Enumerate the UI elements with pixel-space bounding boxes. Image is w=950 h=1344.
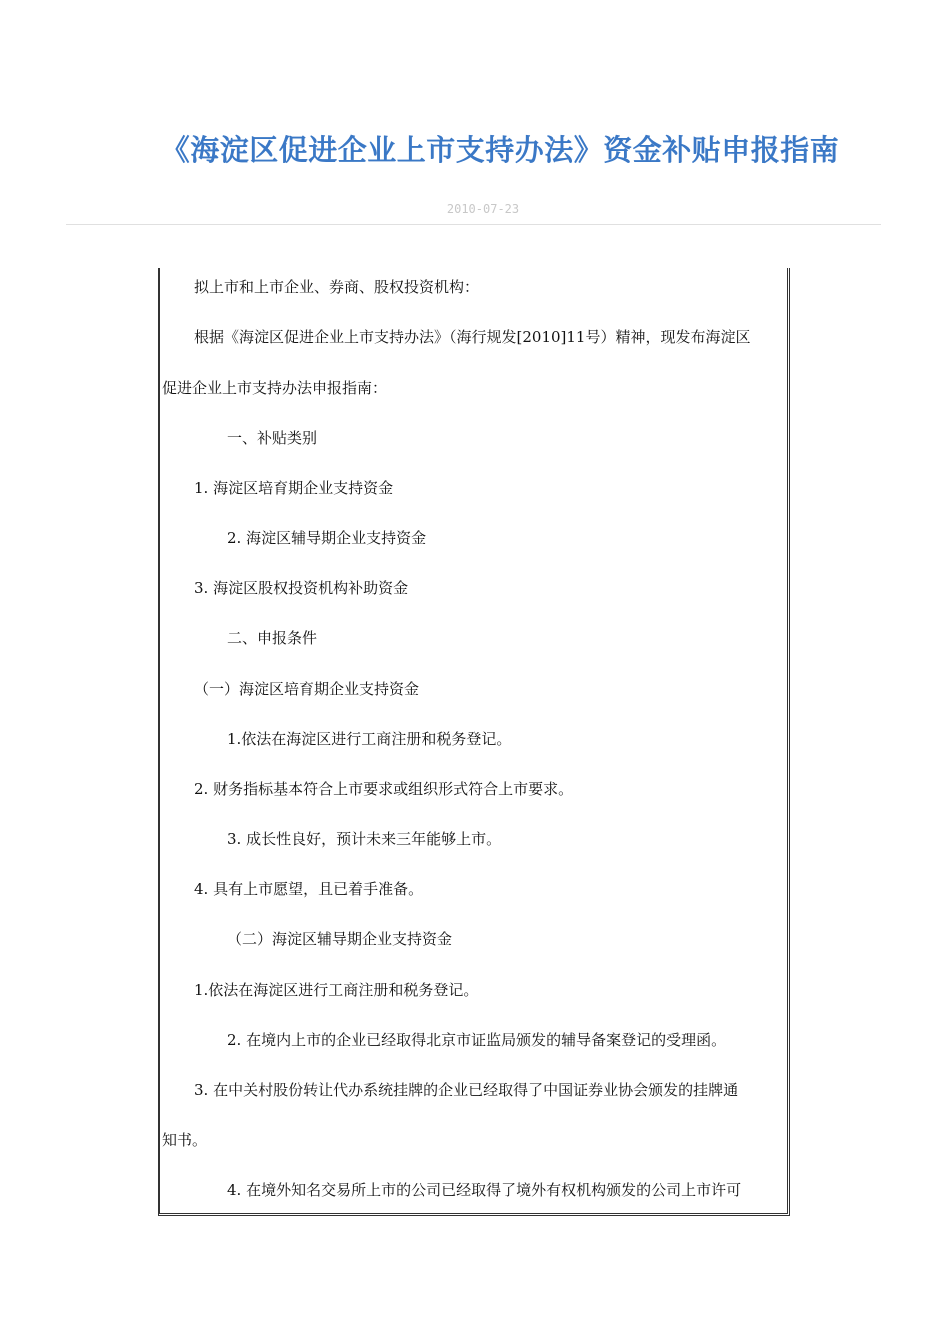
list-item: 2. 海淀区辅导期企业支持资金 (227, 529, 427, 547)
subsection-heading: （二）海淀区辅导期企业支持资金 (227, 930, 453, 948)
list-item: 2. 财务指标基本符合上市要求或组织形式符合上市要求。 (194, 780, 574, 798)
list-item: 3. 成长性良好，预计未来三年能够上市。 (227, 830, 502, 848)
paragraph-line: 知书。 (162, 1131, 208, 1149)
list-item: 4. 在境外知名交易所上市的公司已经取得了境外有权机构颁发的公司上市许可 (227, 1181, 742, 1199)
list-item: 1.依法在海淀区进行工商注册和税务登记。 (227, 730, 512, 748)
section-heading: 一、补贴类别 (227, 429, 318, 447)
paragraph-line: 拟上市和上市企业、券商、股权投资机构： (194, 278, 480, 296)
list-item: 2. 在境内上市的企业已经取得北京市证监局颁发的辅导备案登记的受理函。 (227, 1031, 727, 1049)
list-item: 1. 海淀区培育期企业支持资金 (194, 479, 394, 497)
document-date: 2010-07-23 (446, 202, 520, 216)
list-item: 3. 在中关村股份转让代办系统挂牌的企业已经取得了中国证券业协会颁发的挂牌通 (194, 1081, 739, 1099)
list-item: 1.依法在海淀区进行工商注册和税务登记。 (194, 981, 479, 999)
list-item: 3. 海淀区股权投资机构补助资金 (194, 579, 409, 597)
list-item: 4. 具有上市愿望，且已着手准备。 (194, 880, 424, 898)
content-box (158, 268, 790, 1216)
subsection-heading: （一）海淀区培育期企业支持资金 (194, 680, 420, 698)
header-divider (66, 224, 881, 225)
section-heading: 二、申报条件 (227, 629, 318, 647)
paragraph-line: 根据《海淀区促进企业上市支持办法》（海行规发[2010]11号）精神，现发布海淀区 (194, 328, 751, 346)
paragraph-line: 促进企业上市支持办法申报指南： (162, 379, 388, 397)
document-title: 《海淀区促进企业上市支持办法》资金补贴申报指南 (160, 133, 840, 167)
